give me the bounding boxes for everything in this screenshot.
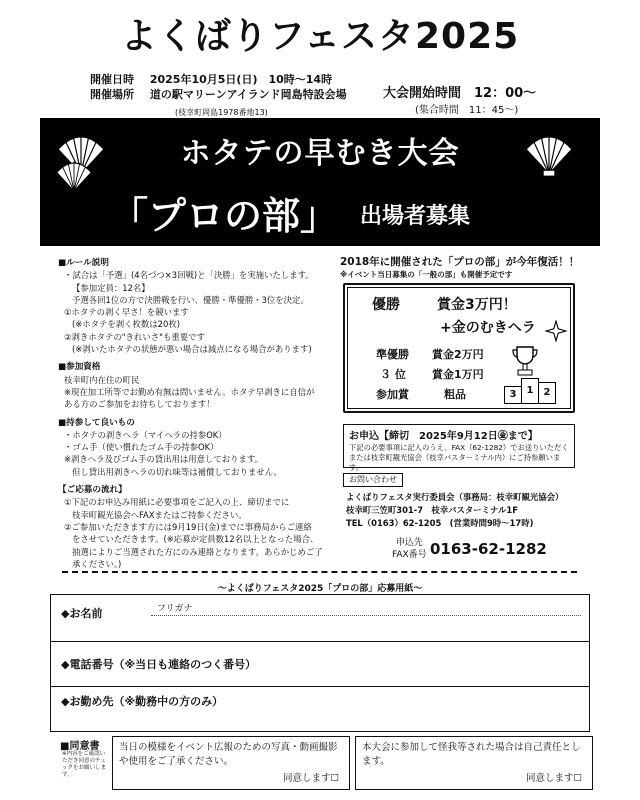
podium-first: 1 [521,378,539,404]
apply-text-line: または枝幸町観光協会（枝幸バスターミナル内）にご持参願います。 [349,453,561,472]
fax-label-line: 申込先 [395,538,423,548]
rule-line: ②剥きホタテの"きれいさ"も重要です [64,331,205,342]
consent-text: 当日の模様をイベント広報のための写真・動画撮影や使用をご了承ください。 [119,742,338,767]
qualification-line: 枝幸町内在住の町民 [64,374,140,385]
trophy-icon [510,345,540,377]
date-value: 2025年10月5日(日) 10時〜14時 [149,73,333,86]
form-title: 〜よくばりフェスタ2025「プロの部」応募用紙〜 [217,584,423,594]
podium-second: 2 [538,382,556,404]
rules-header: ■ルール説明 [58,258,109,268]
banner-recruit: 出場者募集 [360,204,471,229]
qualification-line: ある方のご参加をお待ちしております！ [64,399,215,410]
place-label: 開催場所 [90,88,134,101]
rule-line: (※剥いたホタテの状態が悪い場合は減点になる場合があります) [72,344,312,355]
flow-line: をさせていただきます。(※応募が定員数12名以上となった場合、 [72,534,319,545]
first-prize-extra: +金のむきヘラ [440,320,536,336]
contact-tel: TEL（0163）62-1205 (営業時間9時〜17時) [346,518,534,528]
rule-line: 【参加定員：12名】 [72,282,150,293]
contact-address: 枝幸町三笠町301-7 枝幸バスターミナル1F [346,505,518,515]
banner-main-title: ホタテの早むき大会 [180,136,460,171]
banner-pro-division: 「プロの部」 [110,194,339,238]
prize-row-label: ３ 位 [380,368,406,381]
prize-row-value: 粗品 [444,388,466,401]
contact-org: よくばりフェスタ実行委員会（事務局：枝幸町観光協会） [346,492,564,502]
consent-note: ※内容をご確認いただき同意のチェックをお願いします。 [62,751,107,778]
contact-info [346,491,563,530]
prize-row-value: 賞金2万円 [432,348,484,361]
bring-line: ※剥きヘラ及びゴム手の貸出用は用意しております。 [64,454,263,465]
consent-text: 本大会に参加して怪我等された場合は自己責任とします。 [362,742,581,767]
apply-header: お申込【締切 2025年9月12日㊎まで】 [349,431,538,442]
date-label: 開催日時 [90,73,134,86]
qualification-line: ※現在加工所等でお勤め有無は問いません。ホタテ早剥きに自信が [64,386,315,397]
consent-title: ■同意書 [60,741,100,752]
bring-line: 但し貸出用剥きヘラの切れ味等は補償しておりません。 [72,466,282,477]
event-info [90,72,347,102]
prize-row-label: 準優勝 [376,348,409,361]
flow-line: ②ご参加いただきます方には9月19日(金)までに事務局からご連絡 [64,521,312,532]
agree-checkbox[interactable]: 同意します☐ [525,773,582,784]
fax-label-line: FAX番号 [392,550,427,560]
fax-label [392,537,427,561]
name-label: ◆お名前 [61,607,103,620]
rules-column [58,254,328,570]
bring-line: ・ゴム手（使い慣れたゴム手の持参OK） [64,442,219,453]
event-title: よくばりフェスタ2025 [120,16,520,57]
first-prize-value: 賞金3万円！ [437,297,517,313]
first-prize-label: 優勝 [372,297,400,313]
phone-label: ◆電話番号（※当日も連絡のつく番号） [61,658,257,671]
prize-row-value: 賞金1万円 [432,368,484,381]
apply-text [349,443,571,473]
flow-header: 【ご応募の流れ】 [58,485,127,496]
work-label: ◆お勤め先（※勤務中の方のみ） [61,695,224,708]
revival-headline: 2018年に開催された「プロの部」が今年復活！！ [340,256,580,268]
apply-text-line: 下記の必要事項に記入のうえ、FAX（62-1282）でお送りいただく [349,443,569,452]
bring-line: ・ホタテの剥きヘラ（マイヘラの持参OK） [64,429,227,440]
flow-line: 枝幸町観光協会へFAXまたはご持参ください。 [72,509,247,520]
work-row[interactable] [51,687,589,731]
podium-third: 3 [504,386,522,404]
rule-line: 予選各回1位の方で決勝戦を行い、優勝・準優勝・3位を決定。 [72,294,309,305]
application-form [50,594,590,732]
fax-number: 0163-62-1282 [430,540,547,558]
flow-line: ①下記のお申込み用紙に必要事項をご記入の上、締切までに [64,497,290,508]
cut-line [62,571,577,573]
qualification-header: ■参加資格 [58,362,101,373]
rule-line: ①ホタテの剥く早さ！を競います [64,307,189,318]
sparkle-icon [545,320,567,342]
start-time: 大会開始時間 12：00〜 [383,86,537,101]
agree-checkbox[interactable]: 同意します☐ [282,773,339,784]
flow-line: 抽選によりご当選された方にのみ連絡となります。あらかじめご了 [72,546,323,557]
bring-header: ■持参して良いもの [58,417,135,428]
consent-box-photo [112,736,350,790]
furigana-label: フリガナ [157,604,193,614]
rule-line: (※ホタテを剥く枚数は20枚) [72,319,180,330]
name-row[interactable] [51,595,589,642]
consent-box-injury [355,736,593,790]
rule-line: ・試合は「予選」(4名づつ×3回戦)と「決勝」を実施いたします。 [64,270,314,281]
furigana-divider [151,615,581,616]
revival-note: ※イベント当日募集の「一般の部」も開催予定です [340,270,513,279]
place-value: 道の駅マリーンアイランド岡島特設会場 [149,88,347,101]
flow-line: 承ください。) [72,558,122,569]
phone-row[interactable] [51,642,589,687]
prize-row-label: 参加賞 [376,388,409,401]
gather-time: (集合時間 11：45〜) [415,105,519,116]
contact-tag: お問い合わせ [343,473,403,487]
address-note: (枝幸町岡島1978番地13) [175,108,268,117]
